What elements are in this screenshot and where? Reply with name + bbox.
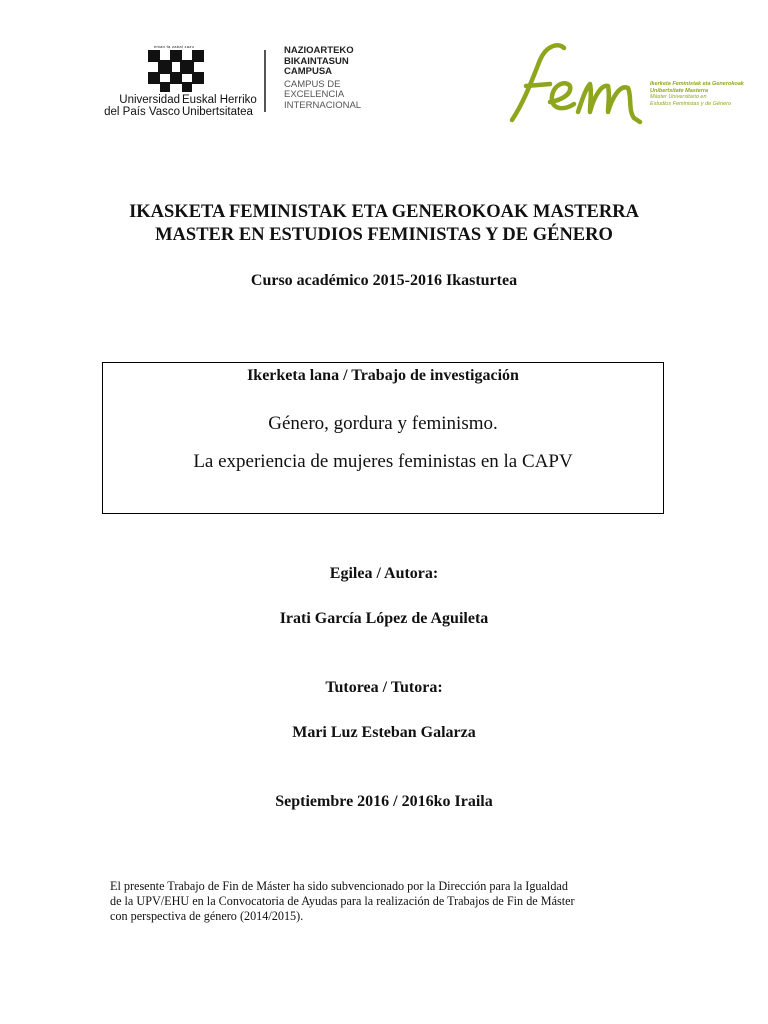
upv-tagline: eman ta zabal zazu (154, 44, 195, 49)
upv-name-eu: Euskal Herriko Unibertsitatea (182, 94, 257, 118)
master-title-eu: IKASKETA FEMINISTAK ETA GENEROKOAK MASTERRA (129, 202, 639, 222)
footnote-line: con perspectiva de género (2014/2015). (110, 909, 304, 924)
research-title-box (102, 362, 664, 514)
upv-name-es: Universidad del País Vasco (104, 94, 180, 118)
submission-date: Septiembre 2016 / 2016ko Iraila (275, 793, 493, 810)
funding-footnote (110, 879, 670, 925)
research-title-line2: La experiencia de mujeres feministas en la CAPV (193, 451, 573, 472)
master-title-es: MASTER EN ESTUDIOS FEMINISTAS Y DE GÉNERO (155, 225, 613, 245)
fem-master-text: Ikerketa Feministak eta Generokoak Unibertsitate Masterra Máster Universitario en Estudios Feministas y de Género (650, 81, 744, 107)
campus-excelencia-label: NAZIOARTEKO BIKAINTASUN CAMPUSA CAMPUS DE EXCELENCIA INTERNACIONAL (284, 45, 362, 111)
research-label: Ikerketa lana / Trabajo de investigación (247, 367, 519, 384)
tutor-label: Tutorea / Tutora: (325, 679, 443, 696)
footnote-line: El presente Trabajo de Fin de Máster ha sido subvencionado por la Dirección para la Igualdad (110, 879, 568, 893)
author-name: Irati García López de Aguileta (279, 610, 489, 627)
fem-wordmark-icon (506, 40, 646, 126)
fem-master-logo (506, 40, 756, 126)
header-divider (264, 50, 266, 112)
upv-ehu-emblem-icon (146, 44, 206, 98)
upv-ehu-logo (92, 44, 272, 124)
tutor-name: Mari Luz Esteban Galarza (292, 724, 476, 741)
academic-year: Curso académico 2015-2016 Ikasturtea (250, 272, 518, 289)
footnote-line: de la UPV/EHU en la Convocatoria de Ayudas para la realización de Trabajos de Fin de Máster (110, 894, 575, 909)
author-label: Egilea / Autora: (329, 565, 439, 582)
research-title-line1: Género, gordura y feminismo. (268, 413, 498, 434)
